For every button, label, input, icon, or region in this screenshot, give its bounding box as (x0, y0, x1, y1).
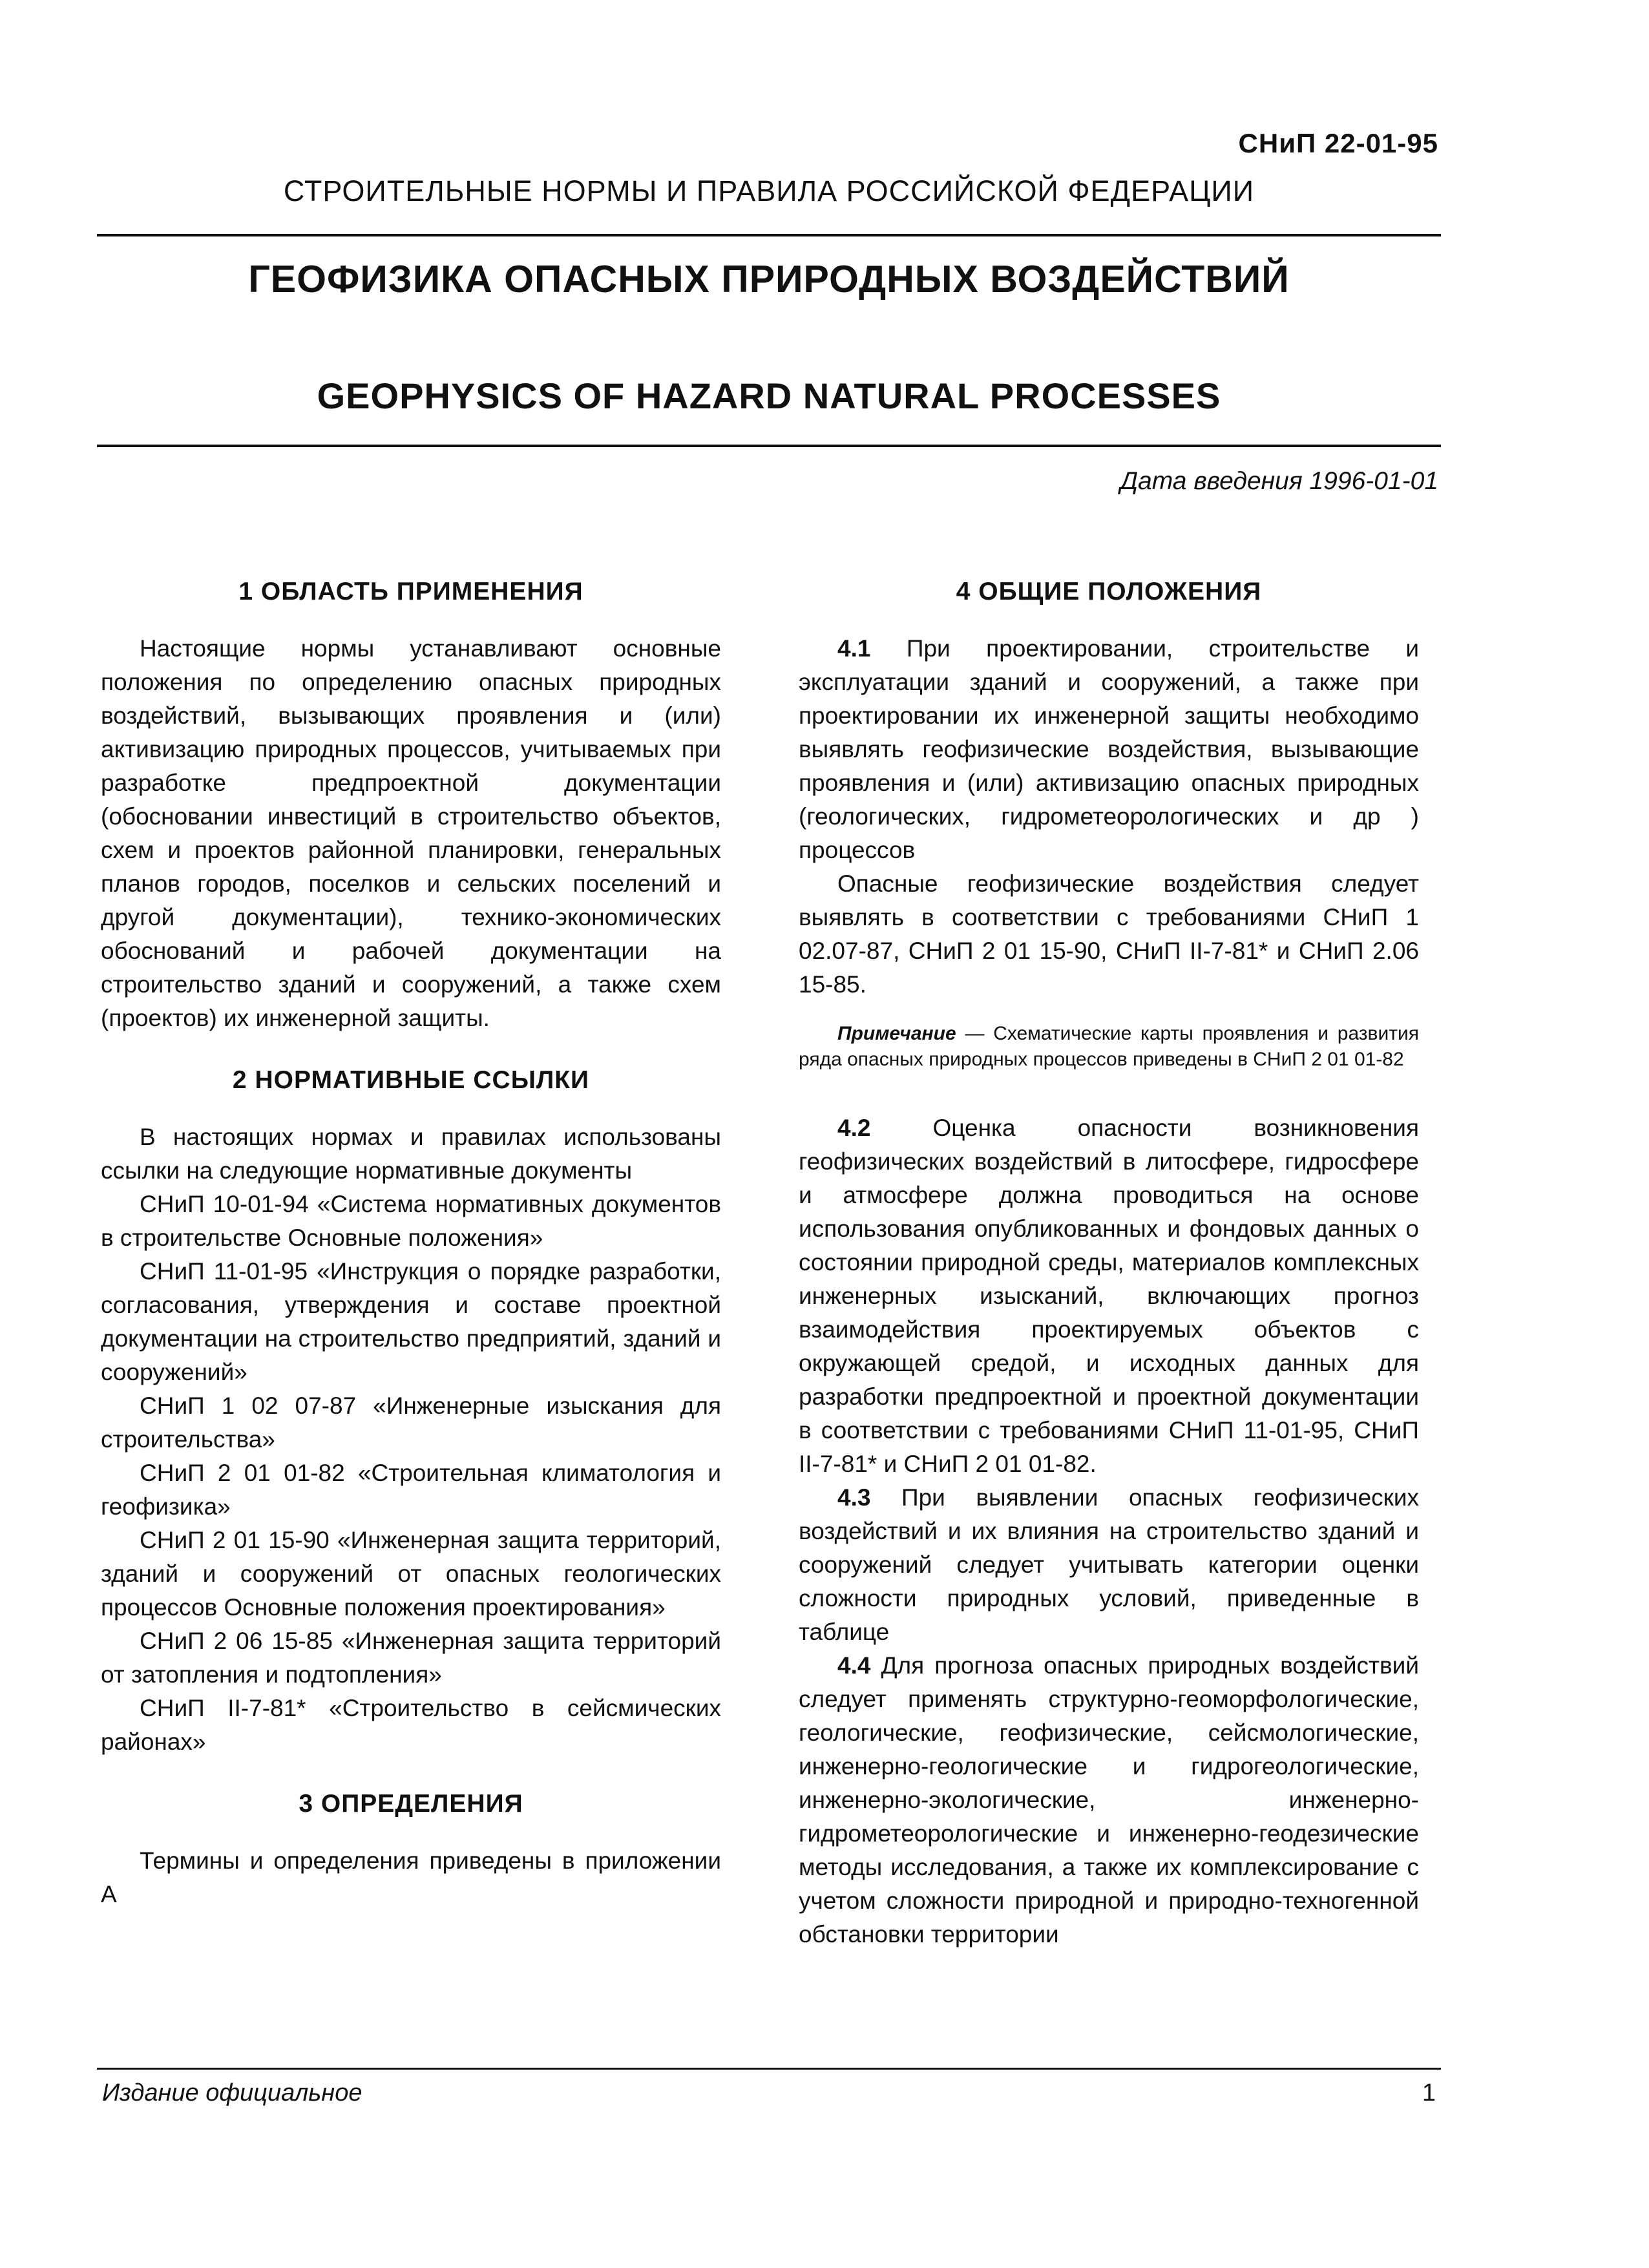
reference-item: СНиП 11-01-95 «Инструкция о порядке разработки, согласования, утверждения и составе проектной документации на строительство предприятий, зданий и сооружений» (101, 1258, 721, 1385)
title-russian: ГЕОФИЗИКА ОПАСНЫХ ПРИРОДНЫХ ВОЗДЕЙСТВИЙ (248, 258, 1290, 300)
references-intro: В настоящих нормах и правилах использованы ссылки на следующие нормативные документы (101, 1124, 721, 1184)
clause-number: 4.4 (837, 1652, 871, 1679)
title-english: GEOPHYSICS OF HAZARD NATURAL PROCESSES (317, 375, 1221, 416)
clause-text: При выявлении опасных геофизических воздействий и их влияния на строительство зданий и сооружений следует учитывать категории оценки сложности природных условий, приведенные в таблице (799, 1484, 1419, 1645)
reference-item: СНиП 2 01 01-82 «Строительная климатология и геофизика» (101, 1460, 721, 1520)
note-text: — Схематические карты проявления и развития ряда опасных природных процессов приведены в СНиП 2 01 01-82 (799, 1023, 1419, 1070)
header-divider (97, 234, 1441, 236)
definitions-paragraph: Термины и определения приведены в приложении А (101, 1847, 721, 1907)
reference-item: СНиП II-7-81* «Строительство в сейсмических районах» (101, 1695, 721, 1755)
clause-text: При проектировании, строительстве и эксплуатации зданий и сооружений, а также при проектировании их инженерной защиты необходимо выявлять геофизические воздействия, вызывающие проявления и (или) активизацию опасных природных (геологических, гидрометеорологических и др ) процессов (799, 635, 1420, 863)
clause-4-1 (799, 632, 1419, 867)
clause-4-1-continued: Опасные геофизические воздействия следует выявлять в соответствии с требованиями СНиП 1 02.07-87, СНиП 2 01 15-90, СНиП II-7-81* и СНиП 2.06 15-85. (799, 870, 1419, 998)
clause-number: 4.1 (837, 635, 871, 662)
section-heading-general: 4 ОБЩИЕ ПОЛОЖЕНИЯ (956, 578, 1262, 605)
section-definitions (101, 1787, 721, 1911)
clause-text: Оценка опасности возникновения геофизических воздействий в литосфере, гидросфере и атмосфере должна проводиться на основе использования опубликованных и фондовых данных о состоянии природной среды, материалов комплексных инженерных изысканий, включающих прогноз взаимодействия проектируемых объектов с окружающей средой, и исходных данных для разработки предпроектной и проектной документации в соответствии с требованиями СНиП 11-01-95, СНиП II-7-81* и СНиП 2 01 01-82. (799, 1115, 1419, 1477)
clause-number: 4.2 (837, 1115, 871, 1141)
clause-number: 4.3 (837, 1484, 871, 1511)
clause-4-4 (799, 1649, 1419, 1951)
section-heading-references: 2 НОРМАТИВНЫЕ ССЫЛКИ (232, 1066, 590, 1094)
edition-label: Издание официальное (102, 2079, 362, 2106)
series-header: СТРОИТЕЛЬНЫЕ НОРМЫ И ПРАВИЛА РОССИЙСКОЙ ФЕДЕРАЦИИ (283, 174, 1255, 207)
reference-item: СНиП 2 06 15-85 «Инженерная защита территорий от затопления и подтопления» (101, 1628, 721, 1688)
note-label: Примечание (837, 1023, 956, 1044)
reference-item: СНиП 2 01 15-90 «Инженерная защита территорий, зданий и сооружений от опасных геологических процессов Основные положения проектирования» (101, 1527, 721, 1621)
right-column (799, 575, 1419, 1951)
title-divider (97, 445, 1441, 447)
document-code: СНиП 22-01-95 (1238, 128, 1438, 158)
page-number: 1 (1422, 2079, 1436, 2106)
section-references (101, 1064, 721, 1759)
section-heading-definitions: 3 ОПРЕДЕЛЕНИЯ (299, 1790, 523, 1818)
scope-paragraph: Настоящие нормы устанавливают основные положения по определению опасных природных воздействий, вызывающих проявления и (или) активизацию природных процессов, учитываемых при разработке предпроектной документации (обосновании инвестиций в строительство объектов, схем и проектов районной планировки, генеральных планов городов, поселков и сельских поселений и другой документации), технико-экономических обоснований и рабочей документации на строительство зданий и сооружений, а также схем (проектов) их инженерной защиты. (101, 635, 721, 1031)
note (799, 1021, 1419, 1073)
clause-4-2 (799, 1111, 1419, 1481)
introduction-date: Дата введения 1996-01-01 (1120, 467, 1438, 495)
section-heading-scope: 1 ОБЛАСТЬ ПРИМЕНЕНИЯ (238, 578, 583, 605)
left-column (101, 575, 721, 1940)
reference-item: СНиП 10-01-94 «Система нормативных документов в строительстве Основные положения» (101, 1191, 721, 1251)
clause-text: Для прогноза опасных природных воздействий следует применять структурно-геоморфологические, геологические, геофизические, сейсмологические, инженерно-геологические и гидрогеологические, инженерно-экологические, инженерно-гидрометеорологические и инженерно-геодезические методы исследования, а также их комплексирование с учетом сложности природной и природно-техногенной обстановки территории (799, 1652, 1419, 1948)
reference-item: СНиП 1 02 07-87 «Инженерные изыскания для строительства» (101, 1392, 721, 1453)
clause-4-3 (799, 1481, 1419, 1649)
section-scope (101, 575, 721, 1035)
footer-divider (97, 2068, 1441, 2070)
